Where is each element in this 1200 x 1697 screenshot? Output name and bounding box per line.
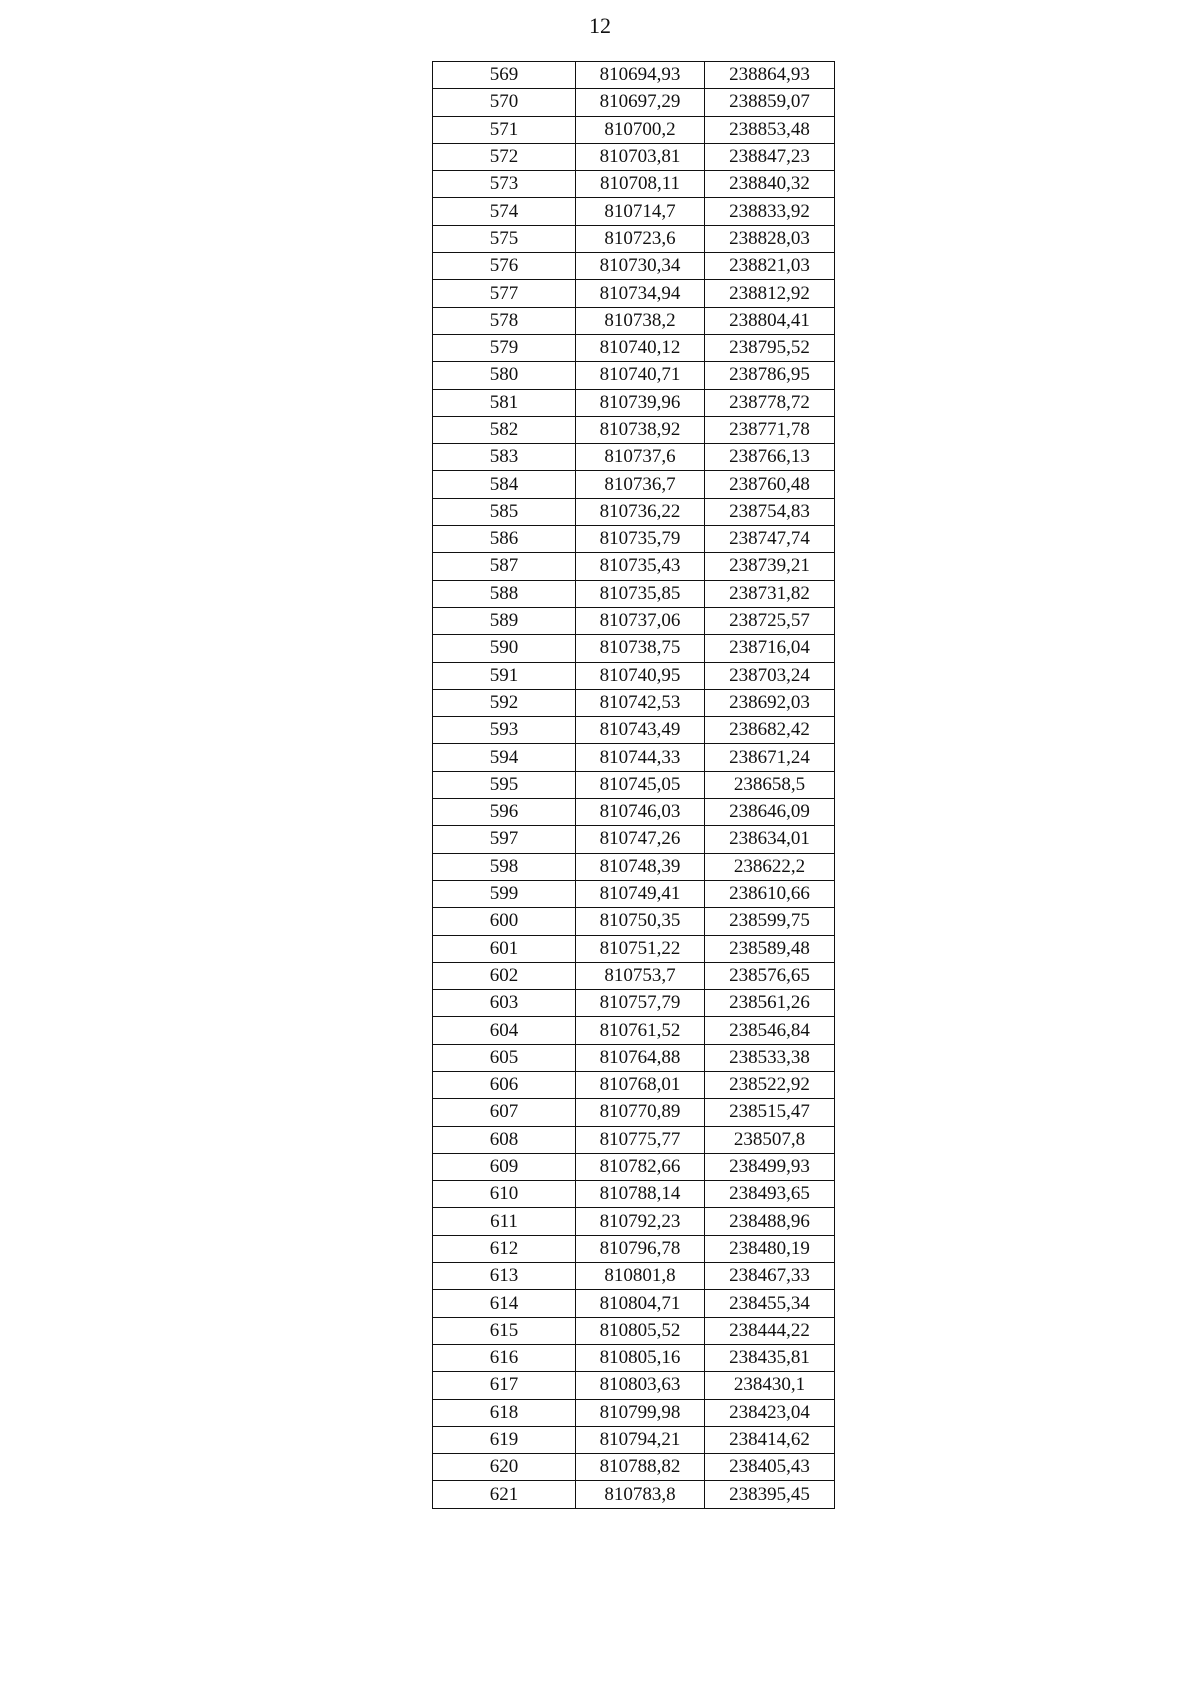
table-row [433, 143, 835, 170]
y-coordinate-cell: 238444,22 [705, 1317, 835, 1344]
y-coordinate-cell: 238703,24 [705, 662, 835, 689]
x-coordinate-cell: 810742,53 [576, 689, 705, 716]
y-coordinate-cell: 238546,84 [705, 1017, 835, 1044]
table-row [433, 908, 835, 935]
x-coordinate-cell: 810801,8 [576, 1263, 705, 1290]
x-coordinate-cell: 810792,23 [576, 1208, 705, 1235]
y-coordinate-cell: 238692,03 [705, 689, 835, 716]
x-coordinate-cell: 810748,39 [576, 853, 705, 880]
x-coordinate-cell: 810723,6 [576, 225, 705, 252]
point-number-cell: 585 [433, 498, 576, 525]
point-number-cell: 570 [433, 89, 576, 116]
table-row [433, 1372, 835, 1399]
table-row [433, 744, 835, 771]
x-coordinate-cell: 810736,7 [576, 471, 705, 498]
point-number-cell: 616 [433, 1344, 576, 1371]
y-coordinate-cell: 238766,13 [705, 444, 835, 471]
point-number-cell: 608 [433, 1126, 576, 1153]
point-number-cell: 574 [433, 198, 576, 225]
x-coordinate-cell: 810714,7 [576, 198, 705, 225]
table-row [433, 1126, 835, 1153]
x-coordinate-cell: 810740,95 [576, 662, 705, 689]
point-number-cell: 583 [433, 444, 576, 471]
table-row [433, 580, 835, 607]
table-row [433, 1290, 835, 1317]
x-coordinate-cell: 810753,7 [576, 962, 705, 989]
point-number-cell: 573 [433, 171, 576, 198]
table-row [433, 1317, 835, 1344]
table-row [433, 1071, 835, 1098]
table-row [433, 1344, 835, 1371]
point-number-cell: 601 [433, 935, 576, 962]
table-row [433, 526, 835, 553]
table-row [433, 1263, 835, 1290]
y-coordinate-cell: 238716,04 [705, 635, 835, 662]
y-coordinate-cell: 238507,8 [705, 1126, 835, 1153]
x-coordinate-cell: 810739,96 [576, 389, 705, 416]
x-coordinate-cell: 810799,98 [576, 1399, 705, 1426]
table-row [433, 498, 835, 525]
x-coordinate-cell: 810788,82 [576, 1454, 705, 1481]
x-coordinate-cell: 810764,88 [576, 1044, 705, 1071]
point-number-cell: 619 [433, 1426, 576, 1453]
point-number-cell: 582 [433, 416, 576, 443]
point-number-cell: 597 [433, 826, 576, 853]
table-row [433, 1235, 835, 1262]
y-coordinate-cell: 238576,65 [705, 962, 835, 989]
x-coordinate-cell: 810737,06 [576, 607, 705, 634]
table-row [433, 799, 835, 826]
y-coordinate-cell: 238499,93 [705, 1153, 835, 1180]
point-number-cell: 599 [433, 880, 576, 907]
y-coordinate-cell: 238747,74 [705, 526, 835, 553]
y-coordinate-cell: 238821,03 [705, 253, 835, 280]
x-coordinate-cell: 810740,12 [576, 334, 705, 361]
table-row [433, 171, 835, 198]
x-coordinate-cell: 810738,75 [576, 635, 705, 662]
x-coordinate-cell: 810804,71 [576, 1290, 705, 1317]
point-number-cell: 598 [433, 853, 576, 880]
y-coordinate-cell: 238533,38 [705, 1044, 835, 1071]
point-number-cell: 612 [433, 1235, 576, 1262]
point-number-cell: 593 [433, 717, 576, 744]
x-coordinate-cell: 810805,52 [576, 1317, 705, 1344]
point-number-cell: 611 [433, 1208, 576, 1235]
y-coordinate-cell: 238493,65 [705, 1181, 835, 1208]
table-row [433, 471, 835, 498]
x-coordinate-cell: 810737,6 [576, 444, 705, 471]
y-coordinate-cell: 238414,62 [705, 1426, 835, 1453]
y-coordinate-cell: 238828,03 [705, 225, 835, 252]
y-coordinate-cell: 238405,43 [705, 1454, 835, 1481]
point-number-cell: 596 [433, 799, 576, 826]
table-row [433, 717, 835, 744]
table-row [433, 280, 835, 307]
x-coordinate-cell: 810749,41 [576, 880, 705, 907]
x-coordinate-cell: 810746,03 [576, 799, 705, 826]
table-row [433, 1399, 835, 1426]
point-number-cell: 569 [433, 62, 576, 89]
table-row [433, 1181, 835, 1208]
x-coordinate-cell: 810700,2 [576, 116, 705, 143]
x-coordinate-cell: 810782,66 [576, 1153, 705, 1180]
table-row [433, 1426, 835, 1453]
point-number-cell: 571 [433, 116, 576, 143]
table-row [433, 389, 835, 416]
point-number-cell: 588 [433, 580, 576, 607]
table-row [433, 307, 835, 334]
table-row [433, 1208, 835, 1235]
point-number-cell: 620 [433, 1454, 576, 1481]
y-coordinate-cell: 238840,32 [705, 171, 835, 198]
y-coordinate-cell: 238480,19 [705, 1235, 835, 1262]
point-number-cell: 621 [433, 1481, 576, 1508]
table-row [433, 1044, 835, 1071]
y-coordinate-cell: 238795,52 [705, 334, 835, 361]
point-number-cell: 614 [433, 1290, 576, 1317]
table-row [433, 553, 835, 580]
x-coordinate-cell: 810738,92 [576, 416, 705, 443]
x-coordinate-cell: 810788,14 [576, 1181, 705, 1208]
point-number-cell: 587 [433, 553, 576, 580]
y-coordinate-cell: 238671,24 [705, 744, 835, 771]
point-number-cell: 606 [433, 1071, 576, 1098]
y-coordinate-cell: 238634,01 [705, 826, 835, 853]
table-row [433, 1153, 835, 1180]
x-coordinate-cell: 810796,78 [576, 1235, 705, 1262]
y-coordinate-cell: 238754,83 [705, 498, 835, 525]
page-number: 12 [589, 13, 611, 38]
point-number-cell: 578 [433, 307, 576, 334]
table-row [433, 607, 835, 634]
x-coordinate-cell: 810761,52 [576, 1017, 705, 1044]
table-row [433, 89, 835, 116]
point-number-cell: 613 [433, 1263, 576, 1290]
x-coordinate-cell: 810768,01 [576, 1071, 705, 1098]
y-coordinate-cell: 238725,57 [705, 607, 835, 634]
y-coordinate-cell: 238610,66 [705, 880, 835, 907]
x-coordinate-cell: 810740,71 [576, 362, 705, 389]
x-coordinate-cell: 810757,79 [576, 990, 705, 1017]
y-coordinate-cell: 238847,23 [705, 143, 835, 170]
x-coordinate-cell: 810744,33 [576, 744, 705, 771]
table-row [433, 198, 835, 225]
table-row [433, 1481, 835, 1508]
point-number-cell: 600 [433, 908, 576, 935]
x-coordinate-cell: 810751,22 [576, 935, 705, 962]
point-number-cell: 603 [433, 990, 576, 1017]
y-coordinate-cell: 238786,95 [705, 362, 835, 389]
table-row [433, 334, 835, 361]
y-coordinate-cell: 238804,41 [705, 307, 835, 334]
point-number-cell: 580 [433, 362, 576, 389]
table-row [433, 116, 835, 143]
point-number-cell: 581 [433, 389, 576, 416]
y-coordinate-cell: 238771,78 [705, 416, 835, 443]
y-coordinate-cell: 238682,42 [705, 717, 835, 744]
y-coordinate-cell: 238658,5 [705, 771, 835, 798]
coordinates-table-body [433, 62, 835, 1509]
y-coordinate-cell: 238522,92 [705, 1071, 835, 1098]
y-coordinate-cell: 238622,2 [705, 853, 835, 880]
y-coordinate-cell: 238812,92 [705, 280, 835, 307]
x-coordinate-cell: 810750,35 [576, 908, 705, 935]
table-row [433, 1099, 835, 1126]
y-coordinate-cell: 238395,45 [705, 1481, 835, 1508]
y-coordinate-cell: 238760,48 [705, 471, 835, 498]
x-coordinate-cell: 810708,11 [576, 171, 705, 198]
point-number-cell: 579 [433, 334, 576, 361]
x-coordinate-cell: 810770,89 [576, 1099, 705, 1126]
table-row [433, 225, 835, 252]
y-coordinate-cell: 238515,47 [705, 1099, 835, 1126]
y-coordinate-cell: 238833,92 [705, 198, 835, 225]
table-row [433, 771, 835, 798]
x-coordinate-cell: 810734,94 [576, 280, 705, 307]
x-coordinate-cell: 810805,16 [576, 1344, 705, 1371]
x-coordinate-cell: 810775,77 [576, 1126, 705, 1153]
table-row [433, 362, 835, 389]
point-number-cell: 595 [433, 771, 576, 798]
x-coordinate-cell: 810697,29 [576, 89, 705, 116]
point-number-cell: 618 [433, 1399, 576, 1426]
x-coordinate-cell: 810735,85 [576, 580, 705, 607]
y-coordinate-cell: 238423,04 [705, 1399, 835, 1426]
y-coordinate-cell: 238778,72 [705, 389, 835, 416]
point-number-cell: 610 [433, 1181, 576, 1208]
table-row [433, 253, 835, 280]
table-row [433, 853, 835, 880]
x-coordinate-cell: 810735,43 [576, 553, 705, 580]
x-coordinate-cell: 810803,63 [576, 1372, 705, 1399]
point-number-cell: 615 [433, 1317, 576, 1344]
y-coordinate-cell: 238739,21 [705, 553, 835, 580]
point-number-cell: 590 [433, 635, 576, 662]
point-number-cell: 592 [433, 689, 576, 716]
coordinates-table [432, 61, 835, 1509]
y-coordinate-cell: 238731,82 [705, 580, 835, 607]
y-coordinate-cell: 238467,33 [705, 1263, 835, 1290]
table-row [433, 444, 835, 471]
y-coordinate-cell: 238455,34 [705, 1290, 835, 1317]
table-row [433, 689, 835, 716]
table-row [433, 880, 835, 907]
y-coordinate-cell: 238430,1 [705, 1372, 835, 1399]
point-number-cell: 575 [433, 225, 576, 252]
y-coordinate-cell: 238488,96 [705, 1208, 835, 1235]
point-number-cell: 607 [433, 1099, 576, 1126]
point-number-cell: 602 [433, 962, 576, 989]
x-coordinate-cell: 810730,34 [576, 253, 705, 280]
point-number-cell: 589 [433, 607, 576, 634]
x-coordinate-cell: 810745,05 [576, 771, 705, 798]
x-coordinate-cell: 810735,79 [576, 526, 705, 553]
point-number-cell: 617 [433, 1372, 576, 1399]
table-row [433, 962, 835, 989]
point-number-cell: 586 [433, 526, 576, 553]
point-number-cell: 584 [433, 471, 576, 498]
y-coordinate-cell: 238561,26 [705, 990, 835, 1017]
y-coordinate-cell: 238646,09 [705, 799, 835, 826]
x-coordinate-cell: 810738,2 [576, 307, 705, 334]
point-number-cell: 591 [433, 662, 576, 689]
table-row [433, 1017, 835, 1044]
point-number-cell: 572 [433, 143, 576, 170]
point-number-cell: 605 [433, 1044, 576, 1071]
x-coordinate-cell: 810747,26 [576, 826, 705, 853]
table-row [433, 826, 835, 853]
table-row [433, 935, 835, 962]
x-coordinate-cell: 810783,8 [576, 1481, 705, 1508]
table-row [433, 662, 835, 689]
x-coordinate-cell: 810694,93 [576, 62, 705, 89]
point-number-cell: 609 [433, 1153, 576, 1180]
point-number-cell: 594 [433, 744, 576, 771]
y-coordinate-cell: 238864,93 [705, 62, 835, 89]
table-row [433, 1454, 835, 1481]
point-number-cell: 577 [433, 280, 576, 307]
point-number-cell: 576 [433, 253, 576, 280]
y-coordinate-cell: 238859,07 [705, 89, 835, 116]
y-coordinate-cell: 238589,48 [705, 935, 835, 962]
x-coordinate-cell: 810743,49 [576, 717, 705, 744]
table-row [433, 990, 835, 1017]
x-coordinate-cell: 810794,21 [576, 1426, 705, 1453]
x-coordinate-cell: 810703,81 [576, 143, 705, 170]
table-row [433, 635, 835, 662]
y-coordinate-cell: 238853,48 [705, 116, 835, 143]
y-coordinate-cell: 238599,75 [705, 908, 835, 935]
table-row [433, 62, 835, 89]
y-coordinate-cell: 238435,81 [705, 1344, 835, 1371]
point-number-cell: 604 [433, 1017, 576, 1044]
table-row [433, 416, 835, 443]
x-coordinate-cell: 810736,22 [576, 498, 705, 525]
